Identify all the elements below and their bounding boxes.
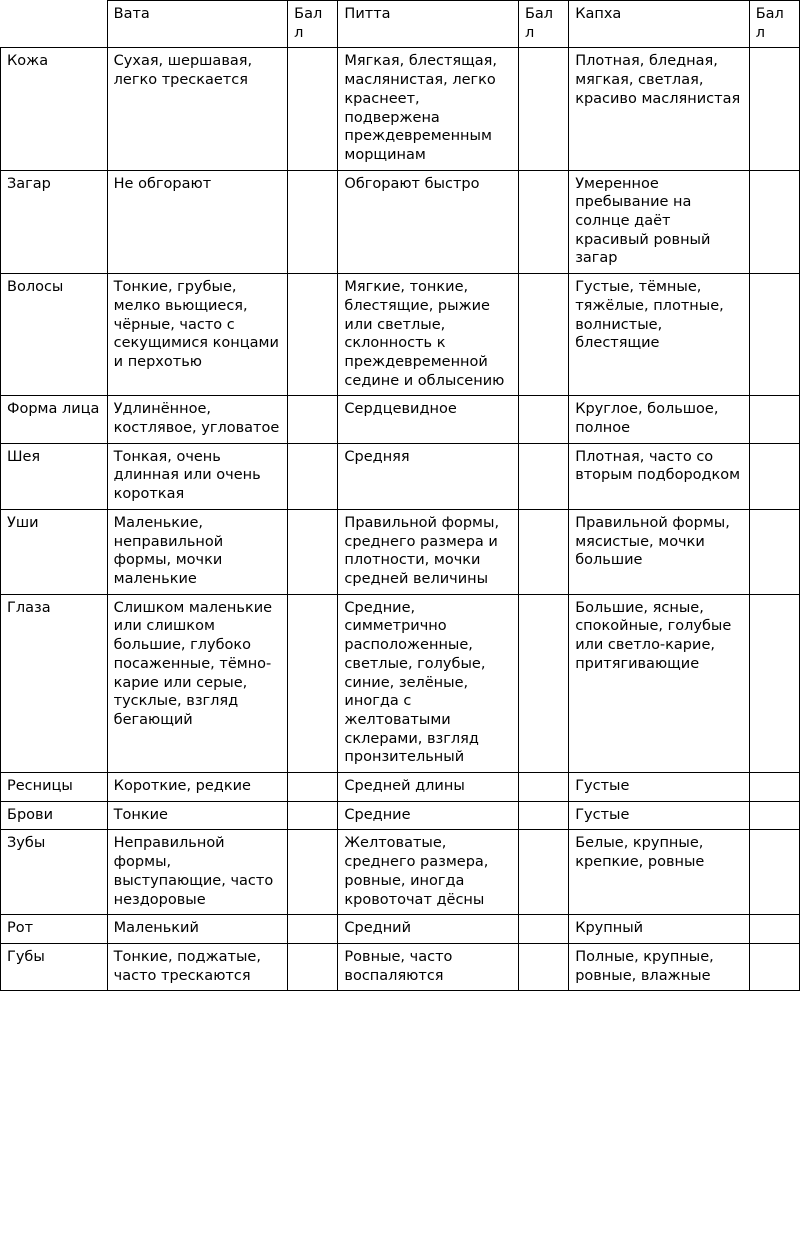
- pitta-score-cell[interactable]: [518, 830, 568, 915]
- kapha-cell: Умеренное пребывание на солнце даёт красивый ровный загар: [569, 170, 750, 274]
- kapha-cell: Густые: [569, 801, 750, 830]
- trait-cell: Форма лица: [1, 396, 108, 443]
- kapha-score-cell[interactable]: [749, 943, 799, 990]
- vata-score-cell[interactable]: [288, 274, 338, 396]
- vata-cell: Маленькие, неправильной формы, мочки маленькие: [107, 509, 288, 594]
- kapha-cell: Плотная, бледная, мягкая, светлая, красиво маслянистая: [569, 48, 750, 170]
- table-row: [1, 915, 800, 944]
- trait-cell: Волосы: [1, 274, 108, 396]
- vata-cell: Короткие, редкие: [107, 773, 288, 802]
- table-row: [1, 170, 800, 274]
- pitta-cell: Средний: [338, 915, 519, 944]
- vata-cell: Тонкие, поджатые, часто трескаются: [107, 943, 288, 990]
- column-header-pitta-score: Балл: [518, 1, 568, 48]
- kapha-score-cell[interactable]: [749, 773, 799, 802]
- kapha-cell: Плотная, часто со вторым подбородком: [569, 443, 750, 509]
- pitta-cell: Мягкая, блестящая, маслянистая, легко краснеет, подвержена преждевременным морщинам: [338, 48, 519, 170]
- table-row: [1, 801, 800, 830]
- kapha-cell: Белые, крупные, крепкие, ровные: [569, 830, 750, 915]
- table-row: [1, 443, 800, 509]
- kapha-score-cell[interactable]: [749, 443, 799, 509]
- pitta-score-cell[interactable]: [518, 943, 568, 990]
- vata-score-cell[interactable]: [288, 594, 338, 772]
- kapha-cell: Крупный: [569, 915, 750, 944]
- kapha-score-cell[interactable]: [749, 509, 799, 594]
- kapha-score-cell[interactable]: [749, 170, 799, 274]
- pitta-score-cell[interactable]: [518, 915, 568, 944]
- vata-score-cell[interactable]: [288, 801, 338, 830]
- pitta-cell: Правильной формы, среднего размера и плотности, мочки средней величины: [338, 509, 519, 594]
- pitta-score-cell[interactable]: [518, 48, 568, 170]
- kapha-score-cell[interactable]: [749, 396, 799, 443]
- pitta-cell: Обгорают быстро: [338, 170, 519, 274]
- vata-score-cell[interactable]: [288, 830, 338, 915]
- kapha-score-cell[interactable]: [749, 801, 799, 830]
- pitta-cell: Сердцевидное: [338, 396, 519, 443]
- table-body: [1, 48, 800, 991]
- vata-cell: Тонкие, грубые, мелко вьющиеся, чёрные, часто с секущимися концами и перхотью: [107, 274, 288, 396]
- vata-score-cell[interactable]: [288, 48, 338, 170]
- table-row: [1, 274, 800, 396]
- trait-cell: Загар: [1, 170, 108, 274]
- table-row: [1, 396, 800, 443]
- pitta-cell: Средняя: [338, 443, 519, 509]
- trait-cell: Глаза: [1, 594, 108, 772]
- vata-cell: Тонкие: [107, 801, 288, 830]
- kapha-cell: Круглое, большое, полное: [569, 396, 750, 443]
- table-row: [1, 943, 800, 990]
- column-header-pitta: Питта: [338, 1, 519, 48]
- vata-score-cell[interactable]: [288, 443, 338, 509]
- kapha-cell: Густые, тёмные, тяжёлые, плотные, волнистые, блестящие: [569, 274, 750, 396]
- pitta-cell: Средней длины: [338, 773, 519, 802]
- table-row: [1, 48, 800, 170]
- vata-score-cell[interactable]: [288, 915, 338, 944]
- trait-cell: Ресницы: [1, 773, 108, 802]
- kapha-cell: Правильной формы, мясистые, мочки большие: [569, 509, 750, 594]
- trait-cell: Губы: [1, 943, 108, 990]
- vata-score-cell[interactable]: [288, 396, 338, 443]
- vata-score-cell[interactable]: [288, 773, 338, 802]
- trait-cell: Шея: [1, 443, 108, 509]
- vata-score-cell[interactable]: [288, 943, 338, 990]
- kapha-score-cell[interactable]: [749, 48, 799, 170]
- kapha-score-cell[interactable]: [749, 594, 799, 772]
- pitta-cell: Средние: [338, 801, 519, 830]
- table-row: [1, 594, 800, 772]
- vata-cell: Маленький: [107, 915, 288, 944]
- column-header-kapha-score: Балл: [749, 1, 799, 48]
- vata-cell: Удлинённое, костлявое, угловатое: [107, 396, 288, 443]
- kapha-score-cell[interactable]: [749, 915, 799, 944]
- column-header-vata: Вата: [107, 1, 288, 48]
- kapha-cell: Большие, ясные, спокойные, голубые или светло-карие, притягивающие: [569, 594, 750, 772]
- pitta-cell: Мягкие, тонкие, блестящие, рыжие или светлые, склонность к преждевременной седине и облысению: [338, 274, 519, 396]
- pitta-score-cell[interactable]: [518, 274, 568, 396]
- column-header-trait: [1, 1, 108, 48]
- vata-cell: Слишком маленькие или слишком большие, глубоко посаженные, тёмно-карие или серые, тусклые, взгляд бегающий: [107, 594, 288, 772]
- vata-score-cell[interactable]: [288, 509, 338, 594]
- pitta-score-cell[interactable]: [518, 509, 568, 594]
- vata-cell: Неправильной формы, выступающие, часто нездоровые: [107, 830, 288, 915]
- pitta-score-cell[interactable]: [518, 801, 568, 830]
- kapha-score-cell[interactable]: [749, 274, 799, 396]
- trait-cell: Рот: [1, 915, 108, 944]
- pitta-score-cell[interactable]: [518, 396, 568, 443]
- column-header-kapha: Капха: [569, 1, 750, 48]
- table-row: [1, 773, 800, 802]
- table-row: [1, 509, 800, 594]
- kapha-cell: Густые: [569, 773, 750, 802]
- trait-cell: Брови: [1, 801, 108, 830]
- column-header-vata-score: Балл: [288, 1, 338, 48]
- trait-cell: Уши: [1, 509, 108, 594]
- trait-cell: Зубы: [1, 830, 108, 915]
- kapha-score-cell[interactable]: [749, 830, 799, 915]
- pitta-score-cell[interactable]: [518, 594, 568, 772]
- pitta-cell: Средние, симметрично расположенные, светлые, голубые, синие, зелёные, иногда с желтоватыми склерами, взгляд пронзительный: [338, 594, 519, 772]
- pitta-score-cell[interactable]: [518, 773, 568, 802]
- table-header: [1, 1, 800, 48]
- vata-cell: Не обгорают: [107, 170, 288, 274]
- table-row: [1, 830, 800, 915]
- kapha-cell: Полные, крупные, ровные, влажные: [569, 943, 750, 990]
- pitta-score-cell[interactable]: [518, 443, 568, 509]
- vata-cell: Сухая, шершавая, легко трескается: [107, 48, 288, 170]
- table-header-row: [1, 1, 800, 48]
- vata-score-cell[interactable]: [288, 170, 338, 274]
- pitta-cell: Желтоватые, среднего размера, ровные, иногда кровоточат дёсны: [338, 830, 519, 915]
- pitta-cell: Ровные, часто воспаляются: [338, 943, 519, 990]
- trait-cell: Кожа: [1, 48, 108, 170]
- vata-cell: Тонкая, очень длинная или очень короткая: [107, 443, 288, 509]
- pitta-score-cell[interactable]: [518, 170, 568, 274]
